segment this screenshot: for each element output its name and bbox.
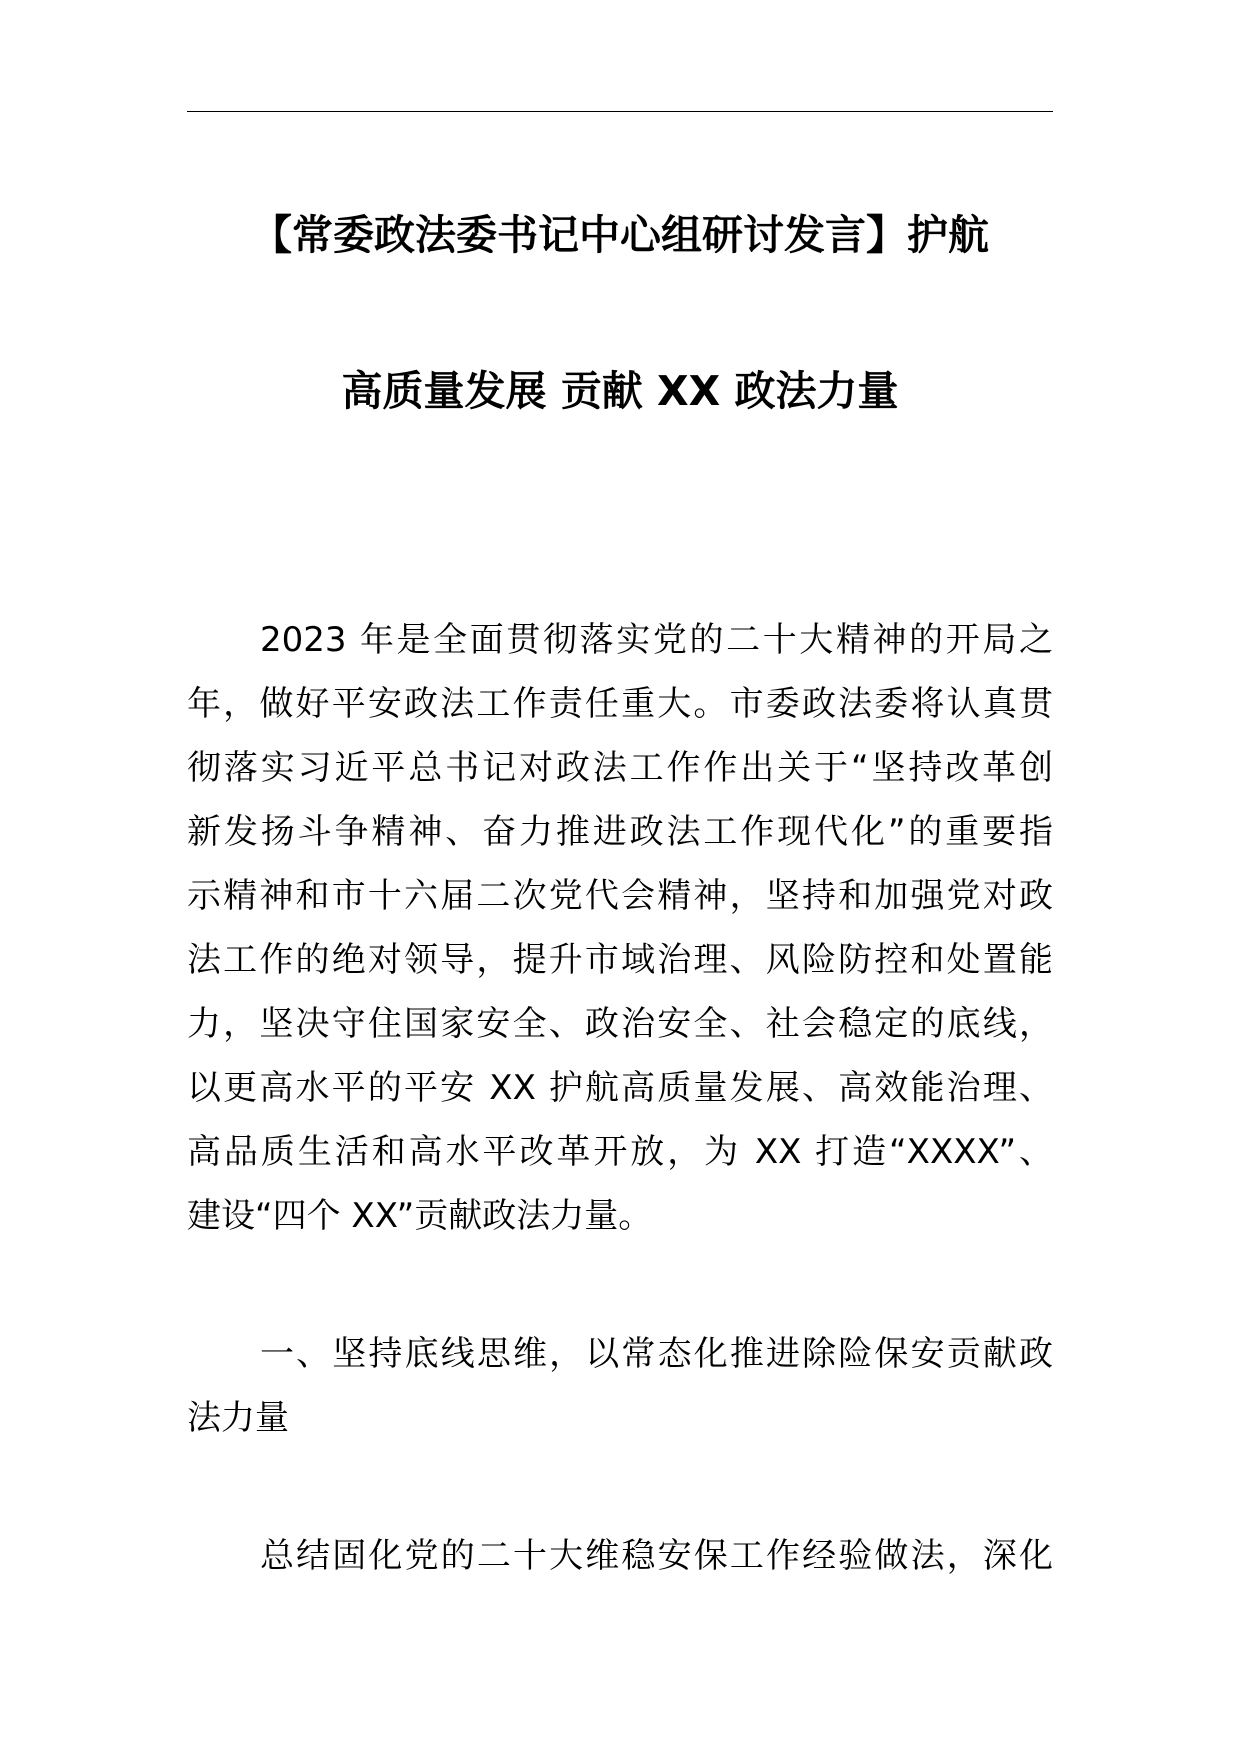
paragraph-1-line-5: 示精神和市十六届二次党代会精神，坚持和加强党对政 bbox=[187, 876, 1053, 916]
header-rule bbox=[187, 111, 1053, 112]
paragraph-1-line-10: 建设“四个 XX”贡献政法力量。 bbox=[187, 1196, 653, 1236]
paragraph-1-line-3: 彻落实习近平总书记对政法工作作出关于“坚持改革创 bbox=[187, 748, 1053, 788]
paragraph-1-line-8: 以更高水平的平安 XX 护航高质量发展、高效能治理、 bbox=[187, 1068, 1053, 1108]
paragraph-1-line-6: 法工作的绝对领导，提升市域治理、风险防控和处置能 bbox=[187, 940, 1053, 980]
section-1-heading-line-2: 法力量 bbox=[187, 1398, 289, 1438]
paragraph-1-line-7: 力，坚决守住国家安全、政治安全、社会稳定的底线， bbox=[187, 1004, 1053, 1044]
document-title-line-1: 【常委政法委书记中心组研讨发言】护航 bbox=[251, 211, 989, 259]
paragraph-1-line-4: 新发扬斗争精神、奋力推进政法工作现代化”的重要指 bbox=[187, 812, 1053, 852]
paragraph-1-line-1: 2023 年是全面贯彻落实党的二十大精神的开局之 bbox=[260, 620, 1053, 660]
document-title-line-2: 高质量发展 贡献 XX 政法力量 bbox=[341, 367, 899, 415]
paragraph-2-line-1: 总结固化党的二十大维稳安保工作经验做法，深化 bbox=[260, 1536, 1053, 1576]
section-1-heading-line-1: 一、坚持底线思维，以常态化推进除险保安贡献政 bbox=[260, 1334, 1053, 1374]
paragraph-1-line-9: 高品质生活和高水平改革开放，为 XX 打造“XXXX”、 bbox=[187, 1132, 1053, 1172]
paragraph-1-line-2: 年，做好平安政法工作责任重大。市委政法委将认真贯 bbox=[187, 684, 1053, 724]
